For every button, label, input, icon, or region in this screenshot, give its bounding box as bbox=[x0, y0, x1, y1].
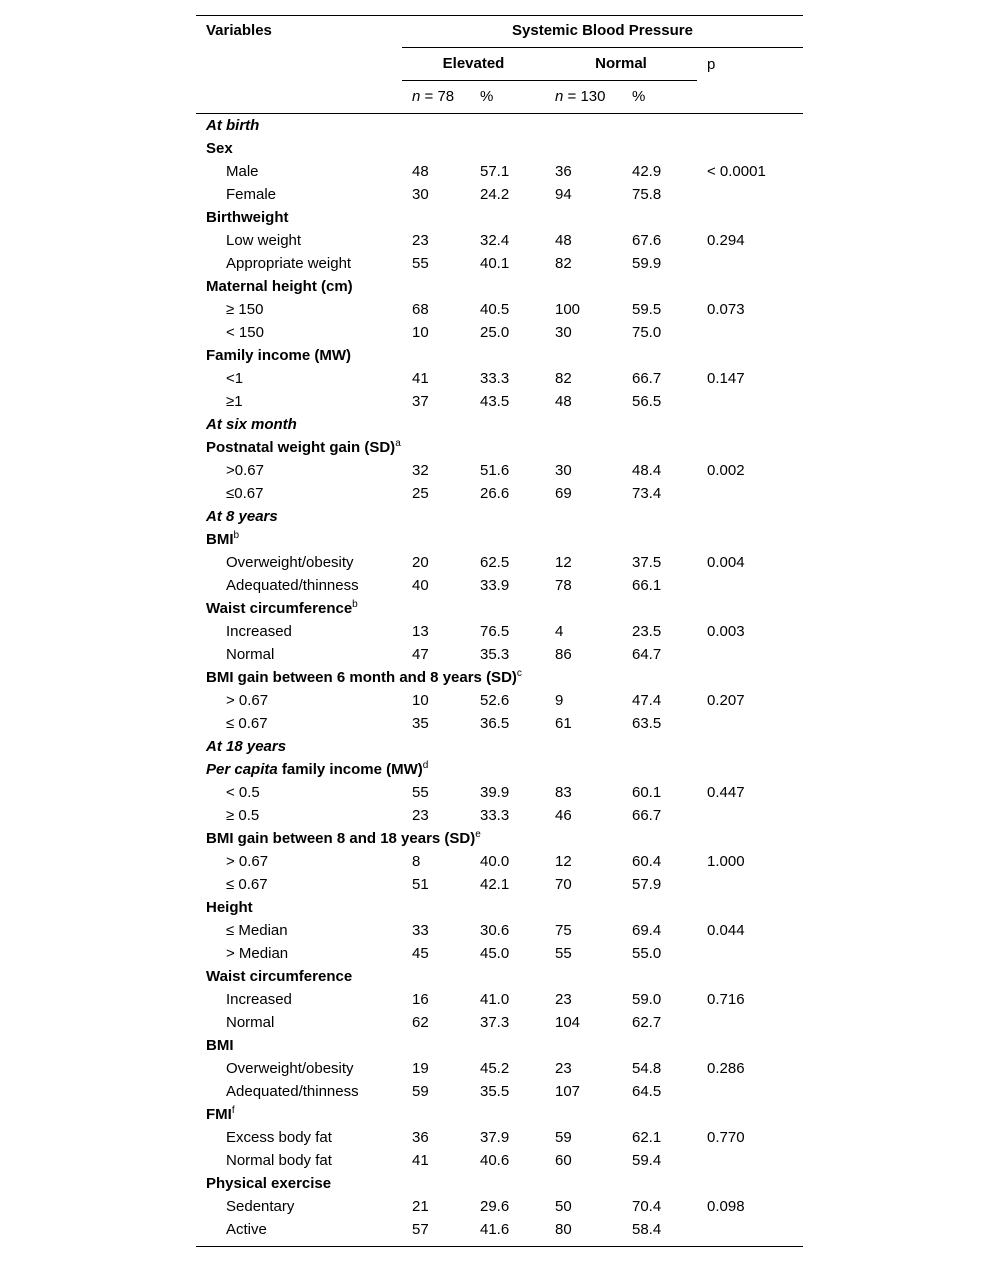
cell-pct-elevated: 36.5 bbox=[480, 715, 510, 732]
cell-pct-elevated: 40.5 bbox=[480, 301, 510, 318]
cell-n-normal: 46 bbox=[555, 807, 572, 824]
category-label: Increased bbox=[226, 991, 292, 1008]
cell-pct-elevated: 45.2 bbox=[480, 1060, 510, 1077]
cell-n-elevated: 41 bbox=[412, 1152, 429, 1169]
section-heading: At 8 years bbox=[206, 508, 278, 525]
cell-pct-elevated: 26.6 bbox=[480, 485, 510, 502]
cell-pct-elevated: 37.3 bbox=[480, 1014, 510, 1031]
footnote-marker: b bbox=[352, 599, 358, 610]
category-label: < 0.5 bbox=[226, 784, 260, 801]
top-rule bbox=[196, 15, 803, 16]
cell-pct-normal: 59.4 bbox=[632, 1152, 662, 1169]
variable-heading bbox=[206, 761, 428, 779]
cell-p-value: 0.770 bbox=[707, 1129, 745, 1146]
cell-p-value: 0.073 bbox=[707, 301, 745, 318]
subgroup-rule bbox=[402, 80, 697, 81]
cell-n-elevated: 16 bbox=[412, 991, 429, 1008]
category-label: ≤ Median bbox=[226, 922, 288, 939]
variable-heading bbox=[206, 968, 352, 986]
cell-pct-normal: 69.4 bbox=[632, 922, 662, 939]
cell-n-normal: 82 bbox=[555, 370, 572, 387]
cell-n-normal: 78 bbox=[555, 577, 572, 594]
category-label: Female bbox=[226, 186, 277, 203]
cell-pct-normal: 60.1 bbox=[632, 784, 662, 801]
cell-pct-elevated: 33.3 bbox=[480, 370, 510, 387]
cell-n-elevated: 68 bbox=[412, 301, 429, 318]
section-heading: At 18 years bbox=[206, 738, 287, 755]
cell-n-normal: 50 bbox=[555, 1198, 572, 1215]
category-label: Adequated/thinness bbox=[226, 1083, 359, 1100]
cell-n-normal: 107 bbox=[555, 1083, 581, 1100]
footnote-marker: f bbox=[231, 1105, 235, 1116]
cell-n-elevated: 48 bbox=[412, 163, 429, 180]
variable-heading bbox=[206, 1037, 234, 1055]
cell-pct-elevated: 29.6 bbox=[480, 1198, 510, 1215]
cell-n-normal: 12 bbox=[555, 554, 572, 571]
cell-n-normal: 23 bbox=[555, 1060, 572, 1077]
cell-n-elevated: 8 bbox=[412, 853, 421, 870]
cell-pct-elevated: 43.5 bbox=[480, 393, 510, 410]
cell-pct-elevated: 39.9 bbox=[480, 784, 510, 801]
cell-n-elevated: 45 bbox=[412, 945, 429, 962]
category-label: <1 bbox=[226, 370, 244, 387]
cell-p-value: 0.004 bbox=[707, 554, 745, 571]
cell-n-normal: 23 bbox=[555, 991, 572, 1008]
cell-n-elevated: 35 bbox=[412, 715, 429, 732]
cell-n-normal: 12 bbox=[555, 853, 572, 870]
cell-n-elevated: 41 bbox=[412, 370, 429, 387]
variable-heading-text: Maternal height (cm) bbox=[206, 278, 353, 295]
cell-pct-normal: 57.9 bbox=[632, 876, 662, 893]
category-label: Normal body fat bbox=[226, 1152, 332, 1169]
cell-pct-elevated: 52.6 bbox=[480, 692, 510, 709]
cell-pct-elevated: 40.6 bbox=[480, 1152, 510, 1169]
cell-n-normal: 48 bbox=[555, 393, 572, 410]
category-label: > Median bbox=[226, 945, 289, 962]
cell-pct-normal: 64.7 bbox=[632, 646, 662, 663]
cell-pct-elevated: 35.5 bbox=[480, 1083, 510, 1100]
header-normal: Normal bbox=[595, 55, 647, 72]
header-elevated: Elevated bbox=[442, 55, 505, 72]
variable-heading-text: Physical exercise bbox=[206, 1175, 332, 1192]
cell-pct-elevated: 76.5 bbox=[480, 623, 510, 640]
cell-n-elevated: 59 bbox=[412, 1083, 429, 1100]
cell-pct-normal: 48.4 bbox=[632, 462, 662, 479]
cell-n-elevated: 40 bbox=[412, 577, 429, 594]
variable-heading bbox=[206, 1106, 235, 1124]
variable-heading-text: Height bbox=[206, 899, 253, 916]
variable-heading-text: Birthweight bbox=[206, 209, 289, 226]
cell-pct-elevated: 40.0 bbox=[480, 853, 510, 870]
category-label: Sedentary bbox=[226, 1198, 295, 1215]
header-variables: Variables bbox=[206, 22, 272, 39]
cell-pct-normal: 66.7 bbox=[632, 807, 662, 824]
cell-pct-elevated: 33.9 bbox=[480, 577, 510, 594]
cell-n-elevated: 23 bbox=[412, 232, 429, 249]
cell-n-elevated: 10 bbox=[412, 324, 429, 341]
category-label: ≥ 150 bbox=[226, 301, 264, 318]
cell-pct-elevated: 41.6 bbox=[480, 1221, 510, 1238]
cell-pct-normal: 64.5 bbox=[632, 1083, 662, 1100]
cell-pct-normal: 73.4 bbox=[632, 485, 662, 502]
category-label: Excess body fat bbox=[226, 1129, 332, 1146]
group-rule bbox=[402, 47, 803, 48]
cell-pct-elevated: 51.6 bbox=[480, 462, 510, 479]
cell-n-elevated: 25 bbox=[412, 485, 429, 502]
variable-heading-text: Waist circumference bbox=[206, 600, 353, 617]
cell-n-elevated: 10 bbox=[412, 692, 429, 709]
cell-n-normal: 69 bbox=[555, 485, 572, 502]
cell-n-elevated: 36 bbox=[412, 1129, 429, 1146]
variable-heading bbox=[206, 830, 481, 848]
category-label: ≤ 0.67 bbox=[226, 715, 268, 732]
cell-n-elevated: 37 bbox=[412, 393, 429, 410]
category-label: Low weight bbox=[226, 232, 302, 249]
cell-n-elevated: 32 bbox=[412, 462, 429, 479]
cell-p-value: 0.098 bbox=[707, 1198, 745, 1215]
cell-n-elevated: 30 bbox=[412, 186, 429, 203]
cell-pct-elevated: 35.3 bbox=[480, 646, 510, 663]
cell-p-value: 0.286 bbox=[707, 1060, 745, 1077]
cell-n-normal: 82 bbox=[555, 255, 572, 272]
variable-heading bbox=[206, 669, 522, 687]
cell-p-value: 0.716 bbox=[707, 991, 745, 1008]
variable-heading-text: Postnatal weight gain (SD) bbox=[206, 439, 396, 456]
variable-heading bbox=[206, 278, 353, 296]
header-pct-normal: % bbox=[632, 88, 646, 105]
section-heading: At birth bbox=[206, 117, 260, 134]
cell-n-normal: 4 bbox=[555, 623, 564, 640]
cell-pct-normal: 58.4 bbox=[632, 1221, 662, 1238]
category-label: Adequated/thinness bbox=[226, 577, 359, 594]
category-label: ≤ 0.67 bbox=[226, 876, 268, 893]
variable-heading-text: family income (MW) bbox=[277, 761, 423, 778]
variable-heading-text: FMI bbox=[206, 1106, 232, 1123]
cell-pct-normal: 59.0 bbox=[632, 991, 662, 1008]
variable-heading-text: Sex bbox=[206, 140, 233, 157]
cell-pct-elevated: 45.0 bbox=[480, 945, 510, 962]
category-label: Normal bbox=[226, 646, 275, 663]
cell-n-normal: 70 bbox=[555, 876, 572, 893]
cell-p-value: 0.147 bbox=[707, 370, 745, 387]
cell-pct-normal: 56.5 bbox=[632, 393, 662, 410]
category-label: Increased bbox=[226, 623, 292, 640]
cell-n-normal: 104 bbox=[555, 1014, 581, 1031]
cell-n-normal: 9 bbox=[555, 692, 564, 709]
category-label: < 150 bbox=[226, 324, 264, 341]
cell-pct-normal: 75.0 bbox=[632, 324, 662, 341]
cell-n-normal: 48 bbox=[555, 232, 572, 249]
cell-pct-elevated: 30.6 bbox=[480, 922, 510, 939]
cell-n-normal: 94 bbox=[555, 186, 572, 203]
header-n-elevated: n = 78 bbox=[412, 88, 455, 105]
cell-pct-elevated: 32.4 bbox=[480, 232, 510, 249]
cell-pct-elevated: 40.1 bbox=[480, 255, 510, 272]
cell-pct-normal: 75.8 bbox=[632, 186, 662, 203]
variable-heading-italic: Per capita bbox=[206, 761, 278, 778]
cell-n-normal: 30 bbox=[555, 324, 572, 341]
category-label: Normal bbox=[226, 1014, 275, 1031]
category-label: ≥ 0.5 bbox=[226, 807, 260, 824]
cell-n-normal: 55 bbox=[555, 945, 572, 962]
cell-n-elevated: 20 bbox=[412, 554, 429, 571]
cell-pct-elevated: 41.0 bbox=[480, 991, 510, 1008]
section-heading: At six month bbox=[206, 416, 297, 433]
cell-pct-normal: 66.1 bbox=[632, 577, 662, 594]
cell-pct-normal: 37.5 bbox=[632, 554, 662, 571]
variable-heading-text: BMI gain between 8 and 18 years (SD) bbox=[206, 830, 476, 847]
variable-heading-text: Waist circumference bbox=[206, 968, 353, 985]
cell-pct-normal: 23.5 bbox=[632, 623, 662, 640]
cell-pct-normal: 54.8 bbox=[632, 1060, 662, 1077]
cell-n-normal: 60 bbox=[555, 1152, 572, 1169]
cell-pct-elevated: 57.1 bbox=[480, 163, 510, 180]
cell-p-value: 0.294 bbox=[707, 232, 745, 249]
cell-n-elevated: 19 bbox=[412, 1060, 429, 1077]
cell-n-elevated: 47 bbox=[412, 646, 429, 663]
variable-heading-text: Family income (MW) bbox=[206, 347, 352, 364]
cell-pct-normal: 59.9 bbox=[632, 255, 662, 272]
cell-pct-normal: 67.6 bbox=[632, 232, 662, 249]
cell-pct-elevated: 42.1 bbox=[480, 876, 510, 893]
cell-n-normal: 80 bbox=[555, 1221, 572, 1238]
category-label: >0.67 bbox=[226, 462, 264, 479]
cell-pct-elevated: 62.5 bbox=[480, 554, 510, 571]
cell-pct-normal: 70.4 bbox=[632, 1198, 662, 1215]
cell-n-elevated: 62 bbox=[412, 1014, 429, 1031]
cell-pct-normal: 63.5 bbox=[632, 715, 662, 732]
variable-heading bbox=[206, 439, 401, 457]
variable-heading-text: BMI gain between 6 month and 8 years (SD) bbox=[206, 669, 517, 686]
cell-pct-elevated: 37.9 bbox=[480, 1129, 510, 1146]
category-label: ≤0.67 bbox=[226, 485, 264, 502]
cell-p-value: 0.447 bbox=[707, 784, 745, 801]
cell-n-normal: 100 bbox=[555, 301, 581, 318]
footnote-marker: e bbox=[475, 829, 481, 840]
header-n-normal: n = 130 bbox=[555, 88, 606, 105]
category-label: Active bbox=[226, 1221, 267, 1238]
cell-p-value: < 0.0001 bbox=[707, 163, 766, 180]
variable-heading bbox=[206, 209, 289, 227]
cell-pct-normal: 42.9 bbox=[632, 163, 662, 180]
cell-n-elevated: 57 bbox=[412, 1221, 429, 1238]
cell-n-elevated: 33 bbox=[412, 922, 429, 939]
variable-heading bbox=[206, 531, 239, 549]
header-bottom-rule bbox=[196, 113, 803, 114]
cell-pct-normal: 66.7 bbox=[632, 370, 662, 387]
category-label: > 0.67 bbox=[226, 853, 269, 870]
cell-p-value: 0.002 bbox=[707, 462, 745, 479]
category-label: > 0.67 bbox=[226, 692, 269, 709]
cell-pct-normal: 47.4 bbox=[632, 692, 662, 709]
variable-heading-text: BMI bbox=[206, 1037, 234, 1054]
header-systemic-bp: Systemic Blood Pressure bbox=[512, 22, 693, 39]
footnote-marker: b bbox=[233, 530, 240, 541]
cell-p-value: 0.207 bbox=[707, 692, 745, 709]
category-label: Overweight/obesity bbox=[226, 554, 354, 571]
cell-pct-normal: 62.1 bbox=[632, 1129, 662, 1146]
cell-pct-normal: 59.5 bbox=[632, 301, 662, 318]
category-label: ≥1 bbox=[226, 393, 243, 410]
cell-n-elevated: 55 bbox=[412, 255, 429, 272]
cell-p-value: 1.000 bbox=[707, 853, 745, 870]
cell-n-elevated: 23 bbox=[412, 807, 429, 824]
cell-p-value: 0.044 bbox=[707, 922, 745, 939]
category-label: Male bbox=[226, 163, 259, 180]
variable-heading bbox=[206, 1175, 331, 1193]
cell-n-normal: 59 bbox=[555, 1129, 572, 1146]
cell-pct-elevated: 33.3 bbox=[480, 807, 510, 824]
cell-n-normal: 30 bbox=[555, 462, 572, 479]
header-p: p bbox=[707, 56, 716, 73]
cell-pct-normal: 55.0 bbox=[632, 945, 662, 962]
cell-n-elevated: 21 bbox=[412, 1198, 429, 1215]
footnote-marker: a bbox=[395, 438, 401, 449]
category-label: Overweight/obesity bbox=[226, 1060, 354, 1077]
header-pct-elevated: % bbox=[480, 88, 494, 105]
cell-n-elevated: 51 bbox=[412, 876, 429, 893]
cell-n-normal: 61 bbox=[555, 715, 572, 732]
cell-n-elevated: 55 bbox=[412, 784, 429, 801]
cell-n-normal: 36 bbox=[555, 163, 572, 180]
cell-pct-elevated: 25.0 bbox=[480, 324, 510, 341]
bottom-rule bbox=[196, 1246, 803, 1247]
cell-n-elevated: 13 bbox=[412, 623, 429, 640]
cell-pct-elevated: 24.2 bbox=[480, 186, 510, 203]
variable-heading bbox=[206, 600, 358, 618]
cell-pct-normal: 60.4 bbox=[632, 853, 662, 870]
cell-p-value: 0.003 bbox=[707, 623, 745, 640]
cell-pct-normal: 62.7 bbox=[632, 1014, 662, 1031]
cell-n-normal: 86 bbox=[555, 646, 572, 663]
footnote-marker: c bbox=[516, 668, 522, 679]
category-label: Appropriate weight bbox=[226, 255, 352, 272]
variable-heading bbox=[206, 899, 253, 917]
cell-n-normal: 83 bbox=[555, 784, 572, 801]
cell-n-normal: 75 bbox=[555, 922, 572, 939]
variable-heading-text: BMI bbox=[206, 531, 234, 548]
footnote-marker: d bbox=[422, 760, 429, 771]
variable-heading bbox=[206, 347, 351, 365]
variable-heading bbox=[206, 140, 233, 158]
